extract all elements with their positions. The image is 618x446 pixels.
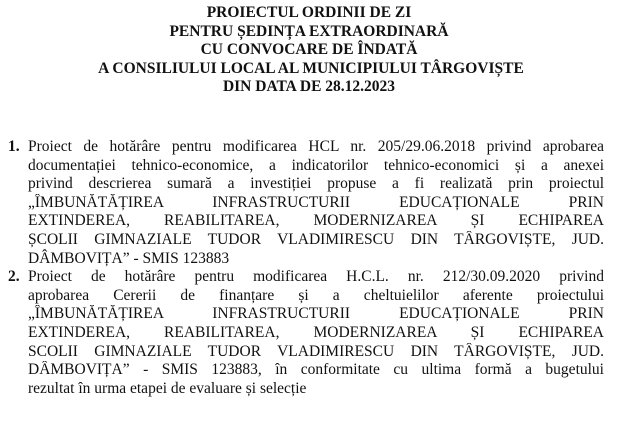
title-line: PENTRU ȘEDINȚA EXTRAORDINARĂ	[169, 22, 449, 40]
item-text-line: privind descrierea sumară a investiției propuse a fi realizată prin proiectul	[28, 175, 604, 193]
item-text	[28, 268, 604, 398]
item-text-line: EXTINDEREA, REABILITAREA, MODERNIZAREA ȘI ECHIPAREA	[28, 212, 604, 230]
agenda-title	[0, 4, 618, 97]
title-line: CU CONVOCARE DE ÎNDATĂ	[200, 41, 418, 59]
item-text-line: ȘCOLII GIMNAZIALE TUDOR VLADIMIRESCU DIN TÂRGOVIȘTE, JUD.	[28, 230, 604, 248]
title-line: PROIECTUL ORDINII DE ZI	[206, 4, 412, 21]
item-text-line: documentației tehnico-economice, a indicatorilor tehnico-economici și a anexei	[28, 156, 604, 174]
agenda-item-2	[8, 268, 604, 398]
item-number: 1.	[8, 138, 20, 155]
title-line: A CONSILIULUI LOCAL AL MUNICIPIULUI TÂRGOVIȘTE	[98, 59, 524, 77]
item-text-line: Proiect de hotărâre pentru modificarea H.C.L. nr. 212/30.09.2020 privind	[28, 268, 604, 286]
item-text-line: „ÎMBUNĂTĂȚIREA INFRASTRUCTURII EDUCAȚIONALE PRIN	[28, 305, 604, 323]
item-text-line: DÂMBOVIȚA” - SMIS 123883, în conformitate cu ultima formă a bugetului	[28, 361, 604, 379]
agenda-item-1	[8, 138, 604, 268]
item-text-line: DÂMBOVIȚA” - SMIS 123883	[28, 249, 230, 267]
title-date-line: DIN DATA DE 28.12.2023	[222, 78, 396, 96]
item-text-line: rezultat în urma etapei de evaluare și selecție	[28, 379, 307, 397]
item-text	[28, 138, 604, 268]
item-text-line: „ÎMBUNĂTĂȚIREA INFRASTRUCTURII EDUCAȚIONALE PRIN	[28, 193, 604, 211]
item-text-line: Proiect de hotărâre pentru modificarea HCL nr. 205/29.06.2018 privind aprobarea	[28, 138, 604, 155]
item-text-line: EXTINDEREA, REABILITAREA, MODERNIZAREA ȘI ECHIPAREA	[28, 323, 604, 341]
item-text-line: SCOLII GIMNAZIALE TUDOR VLADIMIRESCU DIN TÂRGOVIȘTE, JUD.	[28, 342, 604, 360]
agenda-items-list	[8, 138, 604, 398]
item-number: 2.	[8, 268, 20, 286]
item-text-line: aprobarea Cererii de finanțare și a cheltuielilor aferente proiectului	[28, 286, 604, 304]
